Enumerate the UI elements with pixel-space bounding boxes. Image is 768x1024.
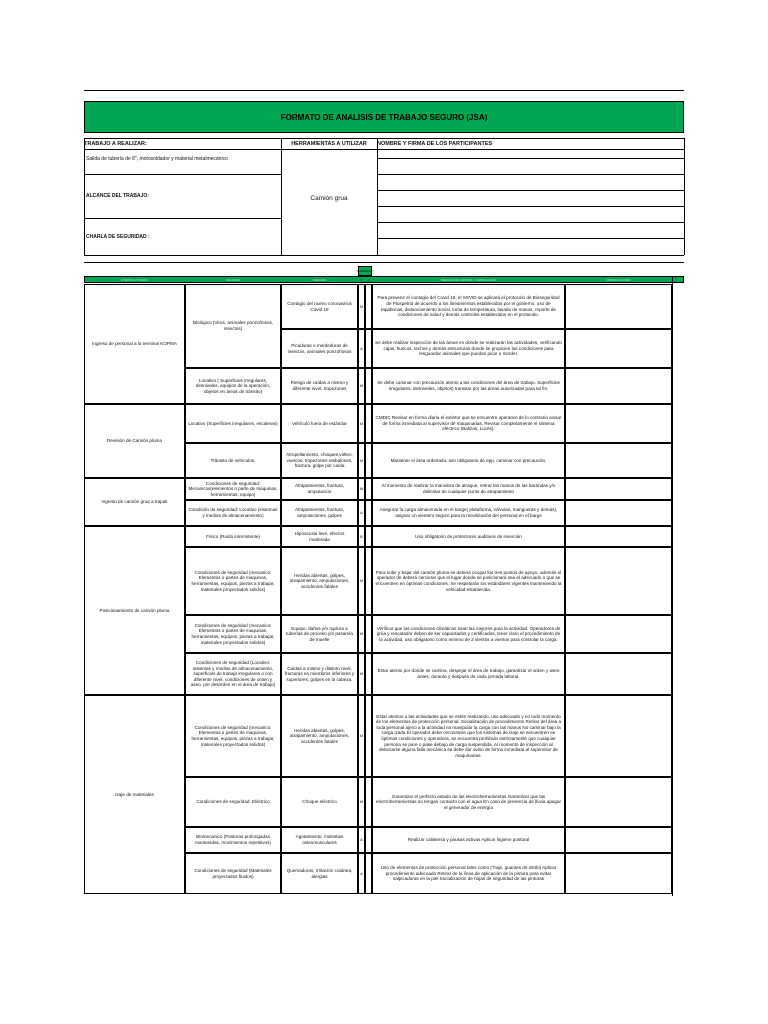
grid-line bbox=[84, 218, 281, 219]
col-c: C bbox=[367, 277, 370, 282]
riesgo-cell: Atropellamiento, choques,volteo, vuelcos, tropezones resbalones, fractura, golpe por caída bbox=[281, 443, 358, 478]
trabajo-label: TRABAJO A REALIZAR: bbox=[84, 138, 281, 150]
consecuencia-cell bbox=[365, 695, 372, 777]
consecuencia-cell bbox=[365, 404, 372, 443]
consecuencia-cell bbox=[365, 777, 372, 827]
grid-line bbox=[84, 138, 85, 255]
peligro-cell: Biomecanico (Posturas prolongadas mantenidas, movimientos repetitivos) bbox=[185, 827, 281, 853]
peligro-cell: Condición de seguridad: Locativo (sistemas y medios de almacenamiento) bbox=[185, 500, 281, 526]
grid-line bbox=[377, 222, 684, 223]
riesgo-cell: Atrapamientos, fractura, amputacion bbox=[281, 478, 358, 500]
probabilidad-cell: M bbox=[358, 777, 365, 827]
grid-line bbox=[684, 138, 685, 255]
observacion-cell bbox=[565, 695, 672, 777]
observacion-cell bbox=[565, 368, 672, 404]
riesgo-cell: Contagio del nuevo coronavirus Covid 19 bbox=[281, 284, 358, 329]
probabilidad-cell: M bbox=[358, 653, 365, 695]
medida-cell: Garantizar el perfecto estado de las electroherramientas Garantizar que las electroherramientas no tengan contacto con el agua En caso de presencia de lluvia apagar el generador de energía bbox=[372, 777, 565, 827]
consecuencia-cell bbox=[365, 368, 372, 404]
grid-line bbox=[377, 158, 684, 159]
col-etapas: ETAPAS ACTIVIDAD bbox=[121, 277, 148, 282]
probabilidad-cell: M bbox=[358, 615, 365, 653]
medida-cell: Uso obligatorio de protectores auditivos de inserción bbox=[372, 526, 565, 547]
col-medidas: MEDIDAS DE CONTROL Y VERIFICACIÓN bbox=[441, 277, 496, 282]
medida-cell: Mantener el área ordenada, uso obligatorio de epp, caminar con precaución, bbox=[372, 443, 565, 478]
consecuencia-cell bbox=[365, 853, 372, 894]
etapa-cell: Ingreso de personal a la terminal KOPMA bbox=[84, 284, 185, 404]
medida-cell: Se debe realizar inspección de las áreas en donde se realizarán las actividades, verificando cajas, huecos, techos y demás estructuras donde se propicien las condiciones para resguardar animales que puedan picar o morder. bbox=[372, 329, 565, 368]
riesgo-cell: Atrapamientos, fractura, amputaciones, golpes bbox=[281, 500, 358, 526]
consecuencia-cell bbox=[365, 827, 372, 853]
col-peligros: PELIGROS bbox=[225, 277, 241, 282]
observacion-cell bbox=[565, 777, 672, 827]
observacion-cell bbox=[565, 653, 672, 695]
medida-cell: Uso de elementos de protección personal tales como (Traje, guantes de nitrilo) Aplicar procedimiento adecuado Retirar de la línea de aplicación de la pintura para evitar salpicaduras en la piel Socialización de hojas de seguridad de las pinturas bbox=[372, 853, 565, 894]
riesgo-cell: Heridas abiertas, golpes, atrapamiento, amputaciones, accidentes fatales bbox=[281, 547, 358, 615]
top-rule bbox=[84, 90, 684, 91]
observacion-cell bbox=[565, 500, 672, 526]
probabilidad-cell: M bbox=[358, 443, 365, 478]
riesgo-cell: Riesgo de caídas a mismo y diferente nivel, tropezones bbox=[281, 368, 358, 404]
trabajo-value: Salida de tubería de 8", motosoldador y material metalmecánico bbox=[86, 156, 228, 162]
peligro-cell: Condiciones de seguridad (mecanico: Elementos o partes de maquinas, herramientas, equipos, piezas a trabajar, materiales proyectados solidos) bbox=[185, 547, 281, 615]
medida-cell: Para subir y bajar del camión pluma se deberá ocupar los tres puntos de apoyo, además el operador de deberá cerciorar que el lugar donde se posicionará sea el adecuado o que se encuentren en óptimas condiciones. Se respetarán los estándares vigentes manteniendo la velocidad establecida. bbox=[372, 547, 565, 615]
peligro-cell: Condiciones de seguridad (mecanico: Elementos o partes de maquinas, herramientas, equipos, piezas a trabajar, materiales proyectados solidos) bbox=[185, 695, 281, 777]
riesgo-cell: Equipo, daños y/o ruptura a tuberías de proceso y/o pasarela de muelle bbox=[281, 615, 358, 653]
medida-cell: Verificar que las condiciones climáticas sean las mejores para la actividad. Operadores de grúa y rescatador deben de ser capacitados y certificados, tener claro el procedimiento de la actividad, uso obligatorio como mínimo de 2 vientos a vientos para controlar la carga. bbox=[372, 615, 565, 653]
peligro-cell: Condiciones de seguridad: Eléctrico bbox=[185, 777, 281, 827]
probabilidad-cell: M bbox=[358, 547, 365, 615]
consecuencia-cell bbox=[365, 329, 372, 368]
medida-cell: CMDIC Revisar en forma diaria el extintor que se encuentre operativo de lo contrario avisar de forma inmediata al supervisor de maquinarias. Revisar completamente el sistema eléctrico (Balizas, Luces). bbox=[372, 404, 565, 443]
peligro-cell: Condiciones de seguridad (mecanico: Elementos o partes de maquinas, herramientas, equipos, piezas a trabajar, materiales proyectados solidos) bbox=[185, 615, 281, 653]
observacion-cell bbox=[565, 329, 672, 368]
grid-line bbox=[84, 262, 684, 263]
observacion-cell bbox=[565, 443, 672, 478]
medida-cell: Estar atento por donde se camina, despejar el área de trabajo, garantizar el orden y aseo antes, durante y después de cada jornada laboral. bbox=[372, 653, 565, 695]
grid-line bbox=[377, 238, 684, 239]
consecuencia-cell bbox=[365, 500, 372, 526]
probabilidad-cell: M bbox=[358, 478, 365, 500]
observacion-cell bbox=[565, 284, 672, 329]
observacion-cell bbox=[565, 547, 672, 615]
grid-line bbox=[672, 276, 673, 896]
grid-line bbox=[377, 190, 684, 191]
peligro-cell: Condiciones de seguridad (Materiales proyectados fluidos) bbox=[185, 853, 281, 894]
probabilidad-cell: B bbox=[358, 526, 365, 547]
riesgo-cell: Quemaduras, Irritación cutánea, alergias bbox=[281, 853, 358, 894]
observacion-cell bbox=[565, 853, 672, 894]
valoracion-header: VALORACIÓN bbox=[358, 266, 372, 276]
col-riesgos: RIESGOS bbox=[313, 277, 326, 282]
riesgo-cell: Heridas abiertas, golpes, atrapamiento, amputaciones, accidentes fatales bbox=[281, 695, 358, 777]
etapa-cell: Izaje de materiales bbox=[84, 695, 185, 894]
grid-line bbox=[377, 174, 684, 175]
probabilidad-cell: M bbox=[358, 404, 365, 443]
peligro-cell: Locativo ( Superficies irregulares, desniveles, equipos de la operación, objetos en áreas de tránsito) bbox=[185, 368, 281, 404]
medida-cell: Asegurar la carga almacenada en el barge( plataforma, válvulas, mangueras y demás), asignar un vientero seguro para la movilización del personal en el barge bbox=[372, 500, 565, 526]
grid-line bbox=[377, 206, 684, 207]
consecuencia-cell bbox=[365, 526, 372, 547]
consecuencia-cell bbox=[365, 443, 372, 478]
consecuencia-cell bbox=[365, 284, 372, 329]
riesgo-cell: Caídas a mismo y distinto nivel, fracturas en miembros inferiores y superiores, golpes en la cabeza. bbox=[281, 653, 358, 695]
grid-line bbox=[84, 255, 684, 256]
medida-cell: Estar atentos a las actividades que se estén realizando, uso adecuado y en todo momento de los elementos de protección personal. Socialización de procedimiento Retirar del área a toda personal ajeno a la actividad no manipular la carga con las manos No caminar bajo la carga izada El operador debe cerciorarse que los sistemas de izaje se encuentren en óptimas condiciones y operativos, se encuentra prohibido estrictamente que cualquier persona se pare o pase debajo de carga suspendida. Al momento de inspección al detectarse alguna falla mecánica se debe dar aviso de forma inmediata al supervisor de maquinarias. bbox=[372, 695, 565, 777]
medida-cell: Al momento de realizar la maniobra de atraque, retirar las manos de las barandas y/o delimitar de cualquier punto de atrapamiento bbox=[372, 478, 565, 500]
probabilidad-cell: M bbox=[358, 368, 365, 404]
observacion-cell bbox=[565, 478, 672, 500]
riesgo-cell: Vehículo fuera de estándar bbox=[281, 404, 358, 443]
herramienta-value: Camión grua bbox=[310, 195, 348, 202]
herramientas-label: HERRAMIENTAS A UTILIZAR bbox=[281, 138, 377, 150]
peligro-cell: Biológico (Virus, animales ponzoñosos, insectos) bbox=[185, 284, 281, 368]
observacion-cell bbox=[565, 404, 672, 443]
peligro-cell: Tránsito de vehículos, bbox=[185, 443, 281, 478]
probabilidad-cell: M bbox=[358, 284, 365, 329]
grid-line bbox=[84, 174, 281, 175]
medida-cell: Se debe caminar con precaución atento a las condiciones del área de trabajo. Superficies irregulares, desniveles, objetos) transitar por las áreas autorizadas para tal fin. bbox=[372, 368, 565, 404]
observacion-cell bbox=[565, 615, 672, 653]
probabilidad-cell: A bbox=[358, 827, 365, 853]
document-title: FORMATO DE ANALISIS DE TRABAJO SEGURO (JSA) bbox=[84, 101, 684, 133]
peligro-cell: Físico (Ruido intermitente) bbox=[185, 526, 281, 547]
consecuencia-cell bbox=[365, 615, 372, 653]
col-observaciones: OBSERVACIONES bbox=[606, 277, 631, 282]
peligro-cell: Locativo (Superficies irregulares, escaleras) bbox=[185, 404, 281, 443]
riesgo-cell: Agotamiento, molestias osteomusculares bbox=[281, 827, 358, 853]
consecuencia-cell bbox=[365, 547, 372, 615]
riesgo-cell: Hipoacusia leve, efectos moderada bbox=[281, 526, 358, 547]
medida-cell: Realizar calistenia y pausas activas Aplicar higiene postural bbox=[372, 827, 565, 853]
charla-label: CHARLA DE SEGURIDAD : bbox=[86, 234, 150, 240]
consecuencia-cell bbox=[365, 653, 372, 695]
etapa-cell: Revisión de Camión pluma bbox=[84, 404, 185, 478]
probabilidad-cell: A bbox=[358, 853, 365, 894]
etapa-cell: Posicionamiento de camión pluma bbox=[84, 526, 185, 695]
probabilidad-cell: M bbox=[358, 695, 365, 777]
observacion-cell bbox=[565, 827, 672, 853]
observacion-cell bbox=[565, 526, 672, 547]
riesgo-cell: Choque eléctrico bbox=[281, 777, 358, 827]
consecuencia-cell bbox=[365, 478, 372, 500]
participantes-label: NOMBRE Y FIRMA DE LOS PARTICIPANTES bbox=[377, 138, 684, 150]
peligro-cell: Condiciones de seguridad: Mecanicos(elementos o parte de maquinas, herramientas, equipo) bbox=[185, 478, 281, 500]
medida-cell: Para prevenir el contagio del Covid 19, el SSVID se aplicará el protocolo de Bioseguridad de Pluspetrol de acuerdo a los lineamientos establecidos por el gobierno, uso de tapabocas, distanciamiento social, toma de temperatura, lavado de manos, reporte de condiciones de salud y demás controles establecidos en el protocolo. bbox=[372, 284, 565, 329]
probabilidad-cell: A bbox=[358, 500, 365, 526]
col-p: P bbox=[360, 277, 363, 282]
etapa-cell: Ingreso de camión grua a trapak bbox=[84, 478, 185, 526]
peligro-cell: Condiciones de seguridad (Locativo: sistemas y medios de almacenamiento, superficies de trabajo irregulares o con diferente nivel, condiciones de orden y aseo, por desorden en el área de trabajo) bbox=[185, 653, 281, 695]
alcance-label: ALCANCE DEL TRABAJO: bbox=[86, 193, 149, 199]
probabilidad-cell: A bbox=[358, 329, 365, 368]
riesgo-cell: Picaduras o mordeduras de insectos, animales ponzoñosos bbox=[281, 329, 358, 368]
